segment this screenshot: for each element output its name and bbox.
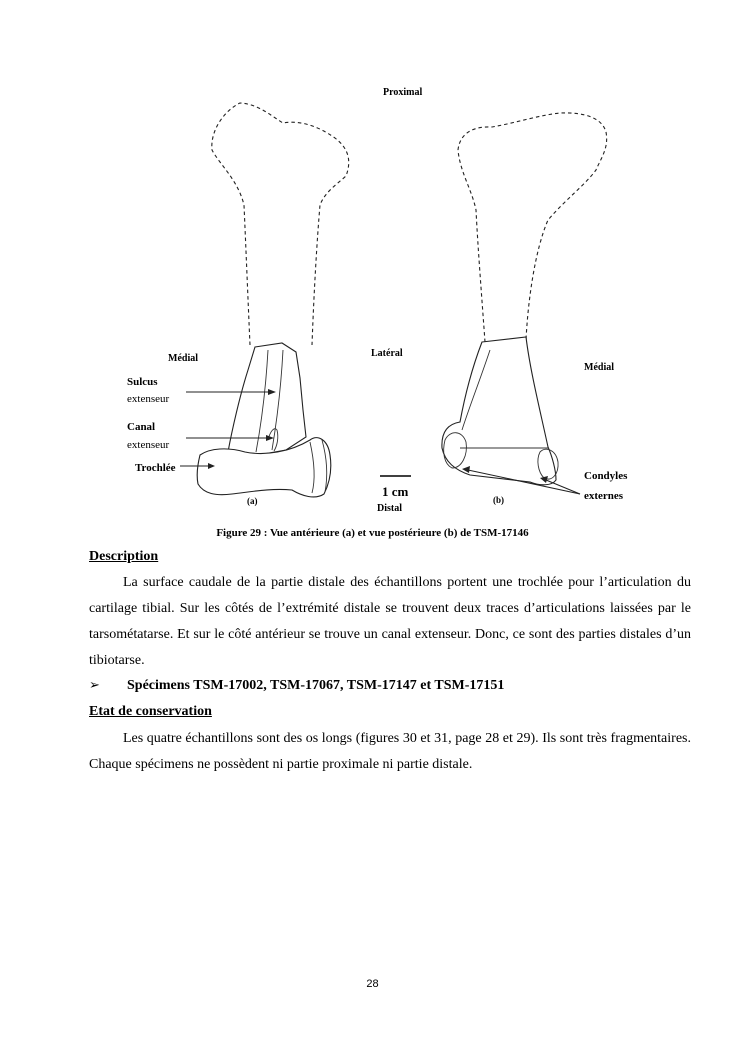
- label-view-b: (b): [493, 495, 504, 505]
- label-trochlee: Trochlée: [135, 462, 176, 474]
- specimens-title: Spécimens TSM-17002, TSM-17067, TSM-17147 et TSM-17151: [127, 678, 505, 693]
- label-distal: Distal: [377, 503, 402, 514]
- paragraph-conservation-text: Les quatre échantillons sont des os longs (figures 30 et 31, page 28 et 29). Ils sont très fragmentaires. Chaque spécimens ne possèdent ni partie proximale ni partie distale.: [89, 731, 691, 772]
- heading-description: Description: [89, 549, 159, 564]
- label-view-a: (a): [247, 496, 258, 506]
- paragraph-conservation: [89, 726, 691, 778]
- label-medial-right: Médial: [584, 362, 614, 373]
- paragraph-description: [89, 570, 691, 674]
- label-lateral: Latéral: [371, 348, 403, 359]
- label-medial-left: Médial: [168, 353, 198, 364]
- label-condyles-2: externes: [584, 490, 624, 502]
- page-number: 28: [366, 978, 379, 990]
- figure-caption: Figure 29 : Vue antérieure (a) et vue postérieure (b) de TSM-17146: [216, 527, 529, 539]
- condyle-arrow-2: [546, 480, 580, 494]
- paragraph-description-text: La surface caudale de la partie distale des échantillons portent une trochlée pour l’articulation du cartilage tibial. Sur les côtés de l’extrémité distale se trouvent deux traces d’articulations laissées par le tarsométatarse. Et sur le côté antérieur se trouve un canal extenseur. Donc, ce sont des parties distales d’un tibiotarse.: [89, 575, 691, 668]
- heading-conservation: Etat de conservation: [89, 704, 212, 719]
- bone-b-dashed-outline: [458, 113, 607, 342]
- label-canal-2: extenseur: [127, 439, 170, 451]
- label-sulcus-1: Sulcus: [127, 376, 158, 388]
- label-condyles-1: Condyles: [584, 470, 628, 482]
- bone-a-dashed-outline: [212, 103, 349, 345]
- bullet-arrow-icon: ➢: [89, 678, 100, 693]
- label-proximal: Proximal: [383, 87, 423, 98]
- bone-b-shaft-fragment: [442, 337, 556, 485]
- specimens-bullet-line: [89, 678, 504, 694]
- label-sulcus-2: extenseur: [127, 393, 170, 405]
- label-canal-1: Canal: [127, 421, 156, 433]
- label-scale: 1 cm: [382, 484, 409, 499]
